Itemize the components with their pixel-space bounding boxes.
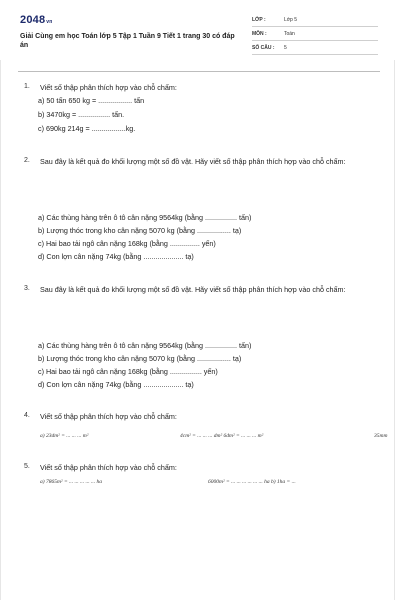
question-item: d) Con lợn cân nặng 74kg (bằng .................... tạ) (38, 380, 194, 389)
question-number: 5. (24, 463, 30, 470)
meta-value: Toán (284, 31, 295, 37)
question-prompt: Viết số thập phân thích hợp vào chỗ chấm: (40, 83, 177, 92)
question-item: 4cm² = ... ... ... dm² 6dm² = ... ... ... m² (180, 433, 264, 439)
question-item: b) Lượng thóc trong kho cân nặng 5070 kg (bằng ................. tạ) (38, 226, 242, 235)
question-item: a) 50 tấn 650 kg = ................. tấn (38, 96, 145, 105)
page-title: Giải Cùng em học Toán lớp 5 Tập 1 Tuần 9 Tiết 1 trang 30 có đáp án (20, 33, 235, 49)
meta-value: 5 (284, 45, 287, 51)
question-item: 6000m² = ... ... ... ... ... ... ha b) 1ha = ... (208, 479, 296, 485)
question-item: 35mm (374, 433, 388, 439)
meta-key: LỚP : (252, 17, 266, 23)
question-number: 4. (24, 412, 30, 419)
meta-row-class (252, 14, 378, 27)
page-border-right (394, 60, 395, 600)
logo-text: 2048 (20, 14, 46, 26)
page-border-left (0, 60, 1, 600)
question-item: c) Hai bao tải ngô cân nặng 168kg (bằng ................ yến) (38, 367, 218, 376)
question-item: b) 3470kg = ................ tấn. (38, 110, 125, 119)
question-item: a) Các thùng hàng trên ô tô cân nặng 9564kg (bằng ................ tấn) (38, 213, 252, 222)
question-item: c) Hai bao tải ngô cân nặng 168kg (bằng ............... yến) (38, 239, 216, 248)
header-divider (18, 71, 380, 72)
meta-key: MÔN : (252, 31, 267, 37)
question-number: 1. (24, 83, 30, 90)
question-item: c) 690kg 214g = .................kg. (38, 124, 136, 133)
question-item: a) 7865m² = ... ... ... ... ... ha (40, 479, 103, 485)
question-item: b) Lượng thóc trong kho cân nặng 5070 kg (bằng ................. tạ) (38, 354, 242, 363)
question-prompt: Viết số thập phân thích hợp vào chỗ chấm: (40, 463, 177, 472)
meta-row-subject (252, 28, 378, 41)
meta-key: SỐ CÂU : (252, 45, 275, 51)
question-number: 2. (24, 157, 30, 164)
question-prompt: Sau đây là kết quả đo khối lượng một số đồ vật. Hãy viết số thập phân thích hợp vào chỗ chấm: (40, 157, 346, 166)
question-number: 3. (24, 285, 30, 292)
question-prompt: Viết số thập phân thích hợp vào chỗ chấm: (40, 412, 177, 421)
meta-row-question-count (252, 42, 378, 55)
question-item: d) Con lợn cân nặng 74kg (bằng .................... tạ) (38, 252, 194, 261)
site-logo[interactable] (20, 14, 53, 26)
question-prompt: Sau đây là kết quả đo khối lượng một số đồ vật. Hãy viết số thập phân thích hợp vào chỗ chấm: (40, 285, 346, 294)
question-item: a) 23dm² = ... ... ... m² (40, 433, 89, 439)
logo-suffix: vn (46, 19, 53, 25)
meta-value: Lớp 5 (284, 17, 298, 23)
question-item: a) Các thùng hàng trên ô tô cân nặng 9564kg (bằng ................ tấn) (38, 341, 252, 350)
